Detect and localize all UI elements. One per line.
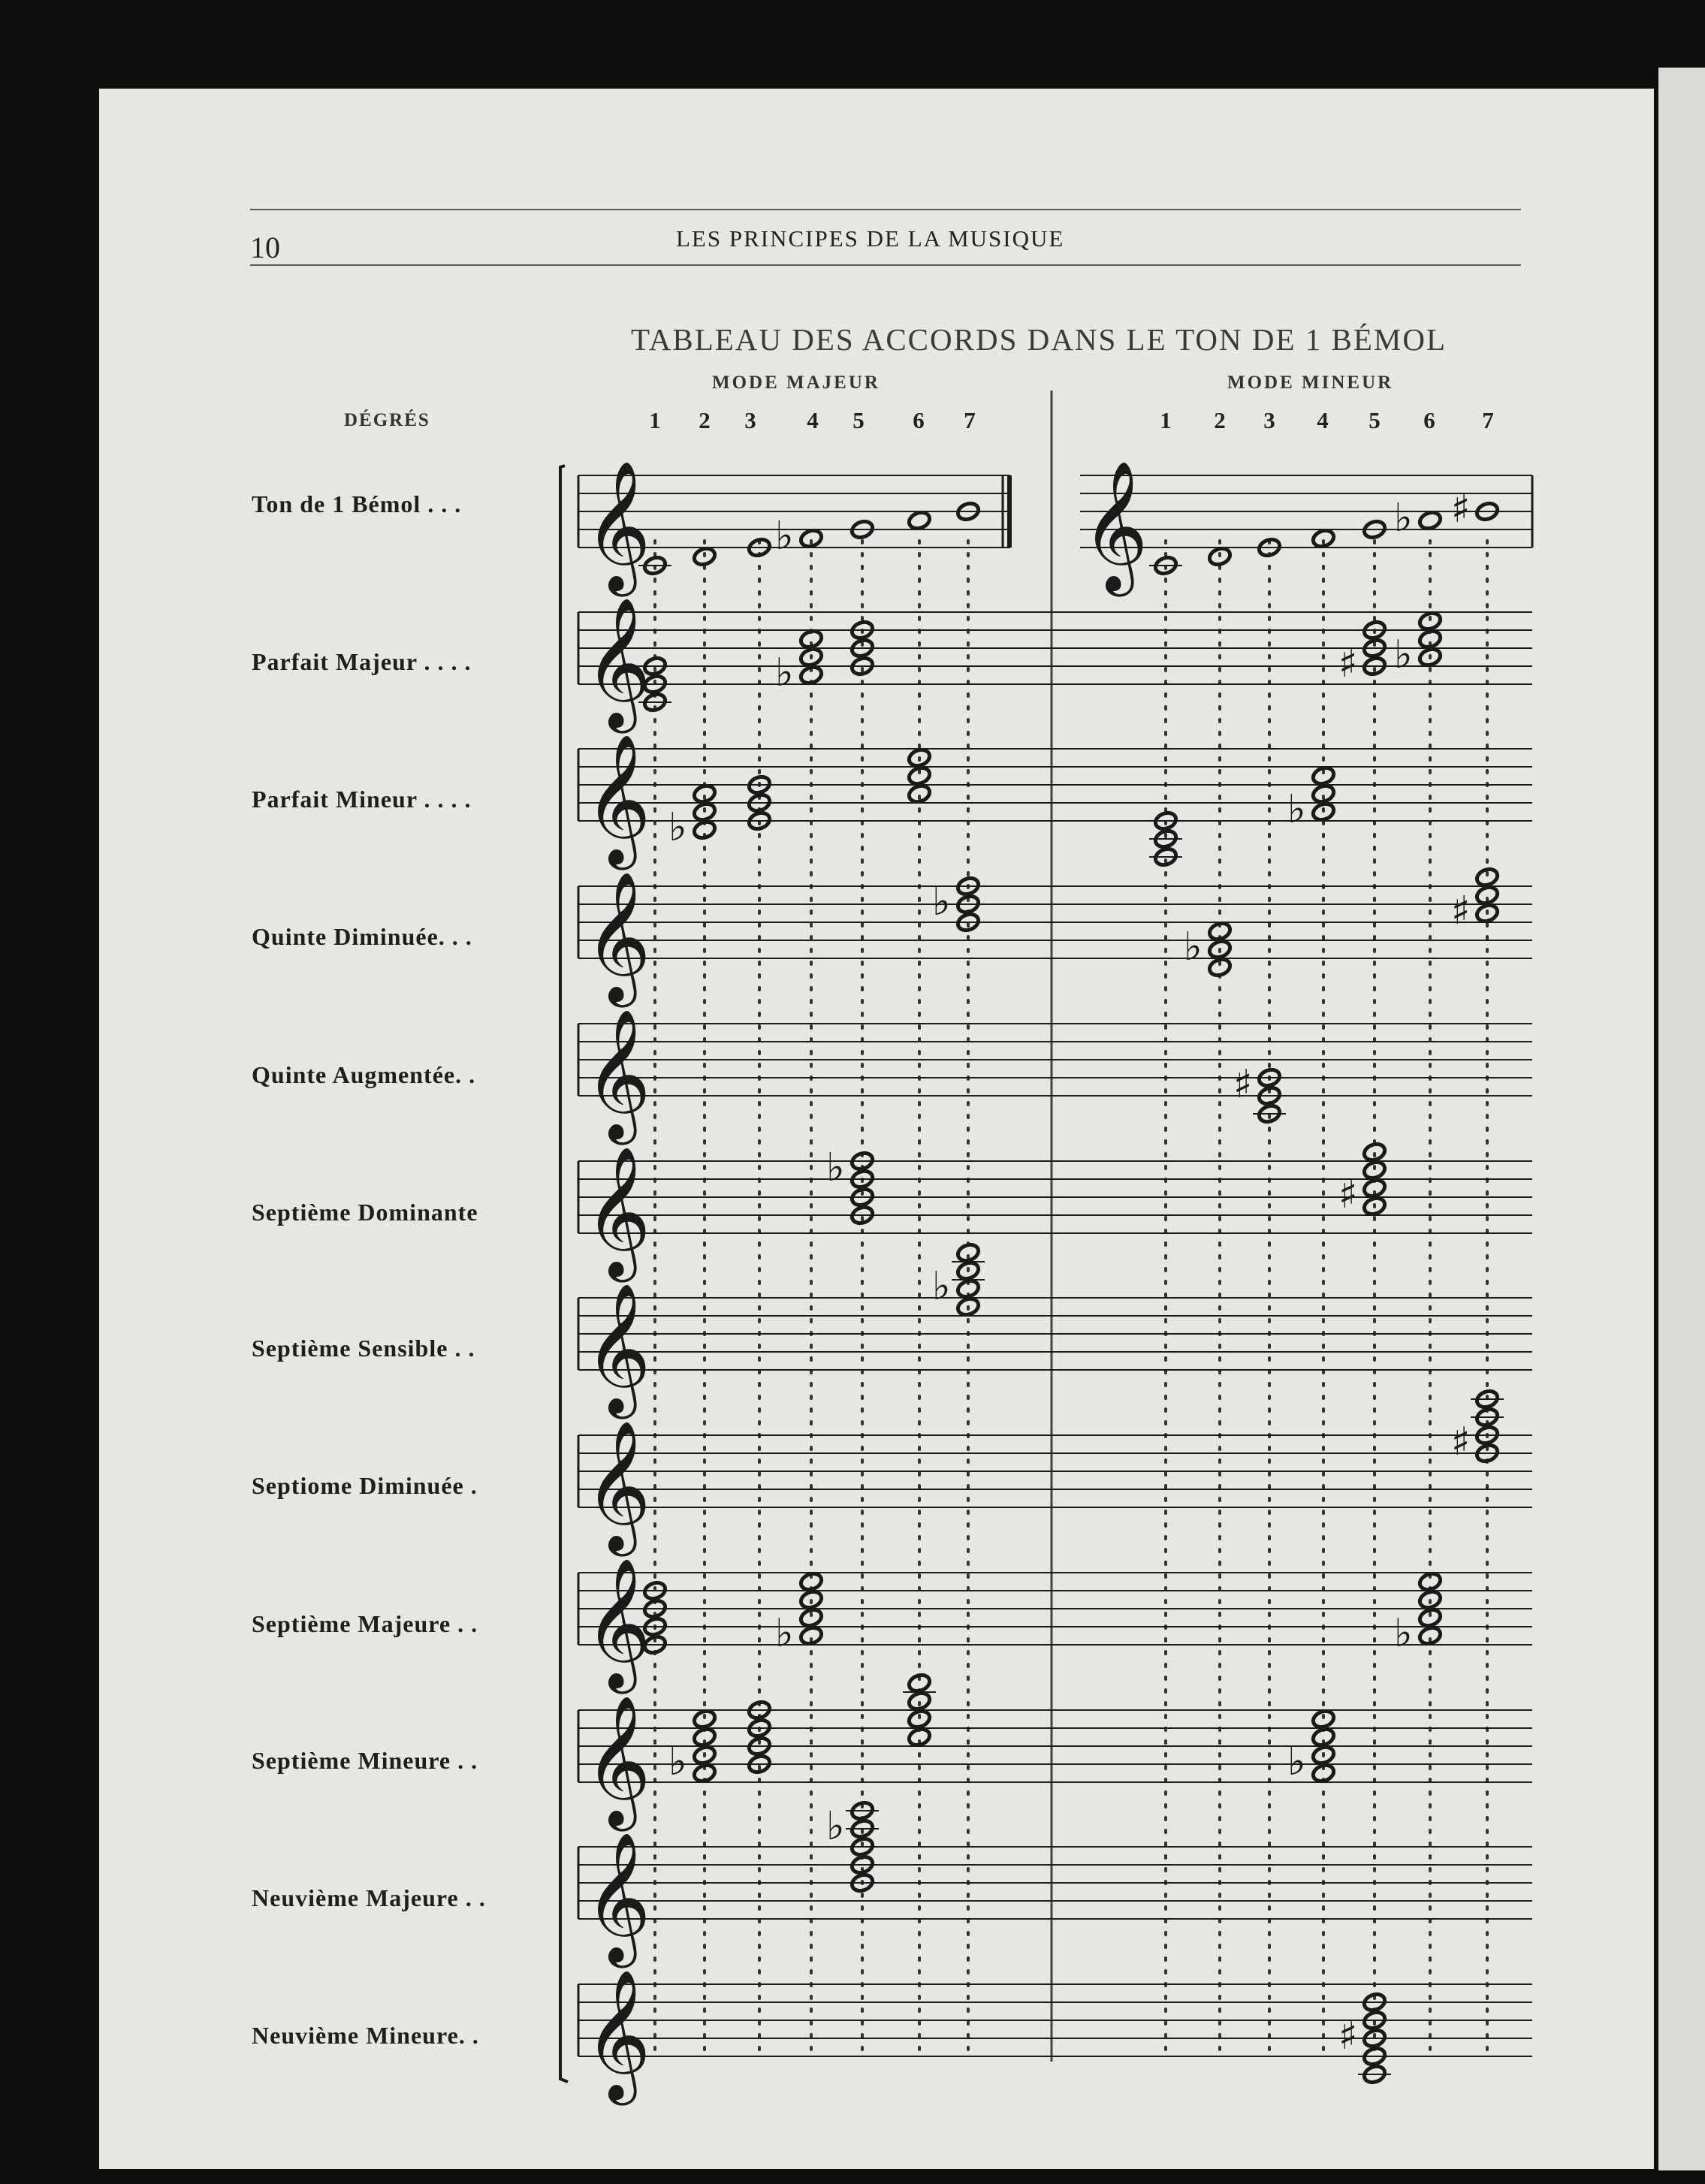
degree-major-5: 5	[852, 407, 865, 433]
staff-row	[578, 1283, 1532, 1419]
whole-note-icon	[1311, 783, 1335, 804]
sharp-icon: ♯	[1451, 487, 1471, 532]
whole-note-icon	[907, 1727, 931, 1748]
whole-note-icon	[798, 528, 823, 549]
whole-note-icon	[798, 1607, 823, 1628]
whole-note-icon	[1207, 957, 1232, 978]
note-head	[1417, 1625, 1442, 1646]
chord	[775, 1571, 824, 1656]
degree-minor-1: 1	[1160, 407, 1172, 433]
mode-major-label: MODE MAJEUR	[712, 373, 880, 393]
note-head	[1311, 1763, 1335, 1784]
flat-icon: ♭	[1287, 1739, 1306, 1784]
treble-clef-icon: 𝄞	[584, 734, 651, 864]
treble-clef-icon: 𝄞	[584, 871, 651, 1002]
degree-minor-4: 4	[1317, 407, 1329, 433]
note-head	[798, 1571, 823, 1592]
note-head	[692, 1763, 717, 1784]
flat-icon: ♭	[1394, 496, 1413, 541]
flat-icon: ♭	[826, 1145, 845, 1190]
whole-note-icon	[1417, 1571, 1442, 1592]
whole-note-icon	[903, 1673, 936, 1694]
row-label: Septiome Diminuée .	[252, 1472, 478, 1499]
note-head	[955, 1278, 980, 1299]
note-head	[798, 1607, 823, 1628]
note-head	[1311, 528, 1335, 549]
treble-clef-icon: 𝄞	[584, 1283, 651, 1413]
degree-major-4: 4	[807, 407, 819, 433]
treble-clef-icon: 𝄞	[1082, 460, 1148, 591]
whole-note-icon	[1311, 1727, 1335, 1748]
whole-note-icon	[798, 1625, 823, 1646]
note-head	[1207, 957, 1232, 978]
note-head	[692, 1727, 717, 1748]
whole-note-icon	[1149, 555, 1182, 576]
flat-icon: ♭	[775, 1611, 794, 1656]
flat-icon: ♭	[932, 879, 951, 925]
flat-icon: ♭	[1394, 1611, 1413, 1656]
whole-note-icon	[798, 1571, 823, 1592]
note-head	[798, 528, 823, 549]
staff-row	[578, 1695, 1532, 1832]
note-head	[798, 1625, 823, 1646]
row-label: Parfait Mineur . . . .	[252, 786, 472, 813]
staff-row	[578, 871, 1532, 1008]
scale-minor	[1149, 487, 1500, 576]
chord-row	[1233, 1062, 1286, 1124]
note-head	[955, 1242, 980, 1263]
note-head	[1207, 921, 1232, 942]
sharp-icon: ♯	[1338, 641, 1358, 686]
treble-clef-icon: 𝄞	[584, 1009, 651, 1139]
staff-row	[578, 1146, 1532, 1283]
note-head	[1474, 885, 1499, 906]
row-label: Septième Sensible . .	[252, 1335, 475, 1362]
chord	[1394, 611, 1443, 677]
whole-note-icon	[798, 665, 823, 686]
whole-note-icon	[1253, 1103, 1286, 1124]
degree-major-7: 7	[964, 407, 976, 433]
whole-note-icon	[1358, 2064, 1391, 2085]
whole-note-icon	[1417, 1607, 1442, 1628]
treble-clef-icon: 𝄞	[584, 1969, 651, 2100]
note-head	[907, 765, 931, 786]
chord	[1184, 921, 1233, 978]
row-label: Neuvième Mineure. .	[252, 2022, 479, 2049]
chord-row	[826, 1142, 1387, 1226]
degree-major-1: 1	[649, 407, 661, 433]
flat-icon: ♭	[1184, 925, 1203, 970]
note-head	[907, 1727, 931, 1748]
note-head	[1311, 783, 1335, 804]
row-label: Quinte Diminuée. . .	[252, 923, 472, 950]
whole-note-icon	[1417, 1625, 1442, 1646]
degree-major-2: 2	[699, 407, 711, 433]
chord	[1233, 1062, 1286, 1124]
flat-icon: ♭	[1287, 787, 1306, 832]
chord-row	[1451, 1389, 1504, 1465]
row-label: Neuvième Majeure . .	[252, 1884, 486, 1911]
flat-icon: ♭	[826, 1804, 845, 1849]
staff-row	[578, 460, 1532, 597]
treble-clef-icon: 𝄞	[584, 1695, 651, 1826]
whole-note-icon	[798, 629, 823, 650]
flat-icon: ♭	[775, 514, 794, 559]
running-title: LES PRINCIPES DE LA MUSIQUE	[676, 225, 1065, 252]
note-head	[1417, 1607, 1442, 1628]
note-head	[907, 1673, 931, 1694]
flat-icon: ♭	[668, 1739, 687, 1784]
whole-note-icon	[907, 783, 931, 804]
chord	[1338, 1992, 1391, 2085]
whole-note-icon	[1417, 629, 1442, 650]
system-bracket	[560, 466, 568, 2082]
sharp-icon: ♯	[1451, 888, 1471, 934]
flat-icon: ♭	[932, 1264, 951, 1309]
whole-note-icon	[907, 510, 931, 531]
degrees-heading: DÉGRÉS	[344, 410, 430, 430]
row-label: Quinte Augmentée. .	[252, 1061, 476, 1088]
chord-row	[668, 747, 1336, 867]
note-head	[692, 783, 717, 804]
mode-minor-label: MODE MINEUR	[1227, 373, 1394, 393]
staff-row	[578, 597, 1532, 734]
staff-row	[578, 1558, 1532, 1694]
chord	[826, 1800, 879, 1893]
sharp-icon: ♯	[1451, 1419, 1471, 1465]
sharp-icon: ♯	[1338, 2014, 1358, 2059]
whole-note-icon	[1207, 921, 1232, 942]
row-label: Septième Dominante	[252, 1199, 478, 1226]
whole-note-icon	[1149, 828, 1182, 849]
chord-row	[1338, 1992, 1391, 2085]
degree-minor-7: 7	[1482, 407, 1494, 433]
note-head	[907, 510, 931, 531]
chord	[775, 629, 824, 695]
chord	[1451, 867, 1500, 934]
treble-clef-icon: 𝄞	[584, 1558, 651, 1688]
degree-minor-3: 3	[1263, 407, 1275, 433]
chord	[1287, 765, 1336, 832]
note-head	[1311, 1727, 1335, 1748]
whole-note-icon	[692, 1763, 717, 1784]
degree-major-6: 6	[913, 407, 925, 433]
row-label: Ton de 1 Bémol . . .	[252, 490, 462, 517]
note-head	[1362, 1178, 1387, 1199]
note-head	[1417, 629, 1442, 650]
degree-major-3: 3	[744, 407, 756, 433]
whole-note-icon	[692, 1727, 717, 1748]
row-label: Septième Mineure . .	[252, 1747, 478, 1774]
page-number: 10	[250, 231, 280, 264]
treble-clef-icon: 𝄞	[584, 1420, 651, 1551]
table-title: TABLEAU DES ACCORDS DANS LE TON DE 1 BÉMOL	[631, 322, 1447, 357]
note-head	[798, 665, 823, 686]
sharp-icon: ♯	[1233, 1062, 1253, 1107]
treble-clef-icon: 𝄞	[584, 1832, 651, 1962]
note-head	[1474, 867, 1499, 888]
staff-row	[578, 734, 1532, 870]
chord-row	[826, 1800, 879, 1893]
degree-minor-2: 2	[1214, 407, 1226, 433]
whole-note-icon	[907, 765, 931, 786]
whole-note-icon	[1474, 867, 1499, 888]
chord	[932, 1242, 985, 1317]
chord-row	[932, 1242, 985, 1317]
note-head	[798, 629, 823, 650]
chord	[1394, 1571, 1443, 1656]
chord	[826, 1145, 875, 1226]
note-head	[1311, 765, 1335, 786]
note-head	[1417, 510, 1442, 531]
whole-note-icon	[1311, 1763, 1335, 1784]
whole-note-icon	[955, 1278, 980, 1299]
staff-row	[578, 1969, 1532, 2106]
note-head	[907, 783, 931, 804]
whole-note-icon	[692, 819, 717, 840]
degree-minor-6: 6	[1423, 407, 1435, 433]
flat-icon: ♭	[1394, 632, 1413, 677]
row-label: Septième Majeure . .	[252, 1610, 478, 1637]
staff-row	[578, 1009, 1532, 1145]
whole-note-icon	[1311, 528, 1335, 549]
whole-note-icon	[1311, 765, 1335, 786]
row-label: Parfait Majeur . . . .	[252, 648, 472, 675]
note-head	[1417, 1571, 1442, 1592]
chord	[1451, 1389, 1504, 1465]
sharp-icon: ♯	[1338, 1172, 1358, 1217]
chord	[668, 783, 717, 850]
degree-minor-5: 5	[1369, 407, 1381, 433]
treble-clef-icon: 𝄞	[584, 1146, 651, 1277]
staff-row	[578, 1832, 1532, 1968]
whole-note-icon	[692, 783, 717, 804]
whole-note-icon	[1474, 885, 1499, 906]
treble-clef-icon: 𝄞	[584, 597, 651, 728]
treble-clef-icon: 𝄞	[584, 460, 651, 591]
staff-row	[578, 1420, 1532, 1557]
whole-note-icon	[1417, 510, 1442, 531]
note-head	[692, 819, 717, 840]
flat-icon: ♭	[668, 805, 687, 850]
flat-icon: ♭	[775, 650, 794, 695]
whole-note-icon	[1362, 1178, 1387, 1199]
